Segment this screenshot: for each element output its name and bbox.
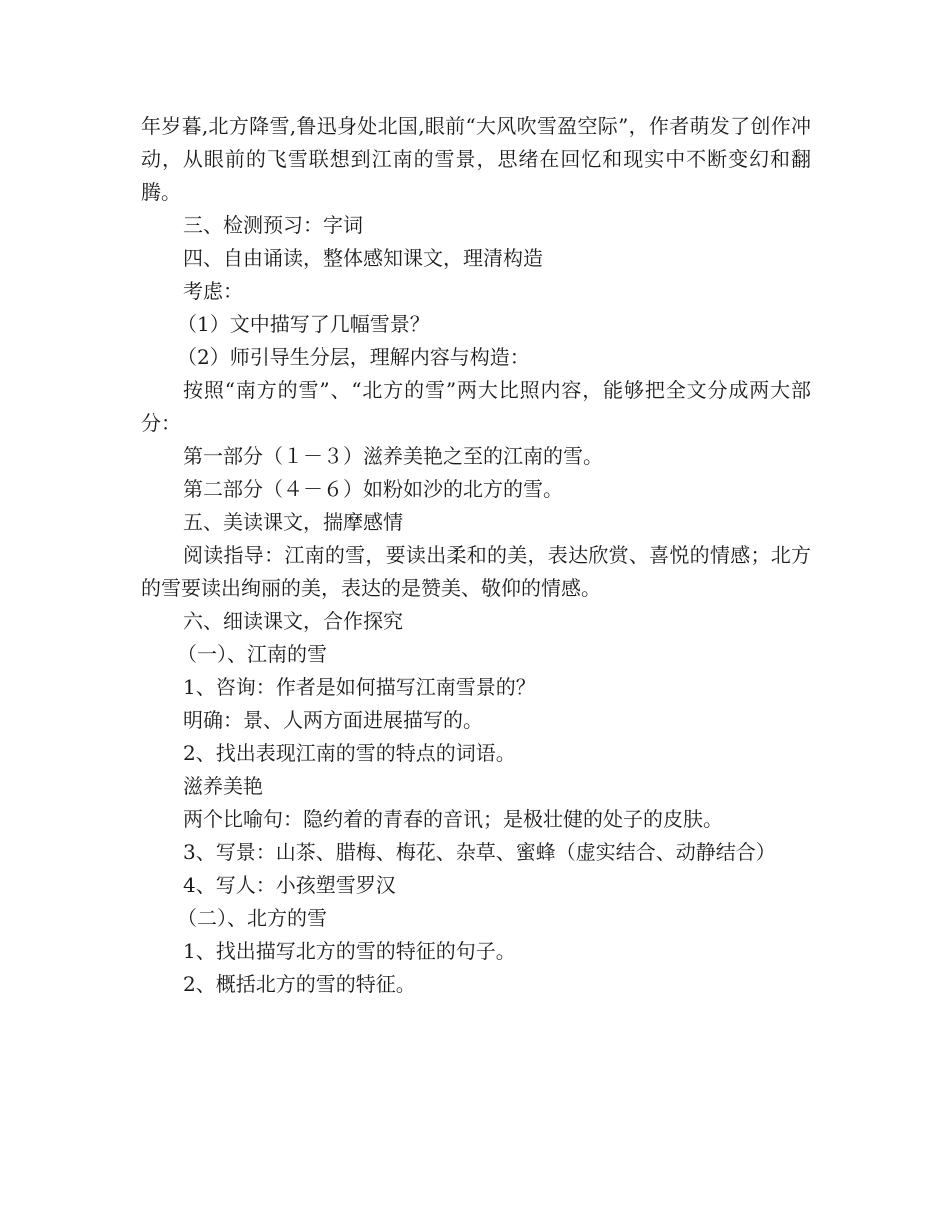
north-item-2: 2、概括北方的雪的特征。 <box>183 972 416 996</box>
heading-section-4: 四、自由诵读，整体感知课文，理清构造 <box>183 246 543 270</box>
paragraph-structure: 按照“南方的雪”、“北方的雪”两大比照内容，能够把全文分成两大部分： <box>141 378 811 435</box>
paragraph-reading-guide: 阅读指导：江南的雪，要读出柔和的美，表达欣赏、喜悦的情感；北方的雪要读出绚丽的美，表达的是赞美、敬仰的情感。 <box>141 543 811 600</box>
item-1-question: 1、咨询：作者是如何描写江南雪景的？ <box>183 675 536 699</box>
item-2-metaphors: 两个比喻句：隐约着的青春的音讯；是极壮健的处子的皮肤。 <box>183 807 723 831</box>
question-2: （2）师引导生分层，理解内容与构造： <box>177 345 530 369</box>
document-body <box>141 110 811 1001</box>
subheading-jiangnan-snow: （一）、江南的雪 <box>177 642 327 666</box>
heading-section-3: 三、检测预习：字词 <box>183 213 363 237</box>
heading-section-5: 五、美读课文，揣摩感情 <box>183 510 403 534</box>
paragraph-intro: 年岁暮,北方降雪,鲁迅身处北国,眼前“大风吹雪盈空际”，作者萌发了创作冲动，从眼前的飞雪联想到江南的雪景，思绪在回忆和现实中不断变幻和翻腾。 <box>141 114 811 204</box>
item-2-keywords: 滋养美艳 <box>183 774 263 798</box>
paragraph-consider: 考虑： <box>183 279 243 303</box>
heading-section-6: 六、细读课文，合作探究 <box>183 609 403 633</box>
paragraph-part-2: 第二部分（４－６）如粉如沙的北方的雪。 <box>183 477 563 501</box>
item-4: 4、写人：小孩塑雪罗汉 <box>183 873 396 897</box>
item-3: 3、写景：山茶、腊梅、梅花、杂草、蜜蜂（虚实结合、动静结合） <box>183 840 776 864</box>
item-2: 2、找出表现江南的雪的特点的词语。 <box>183 741 516 765</box>
item-1-answer: 明确：景、人两方面进展描写的。 <box>183 708 483 732</box>
question-1: （1）文中描写了几幅雪景？ <box>177 312 430 336</box>
paragraph-part-1: 第一部分（１－３）滋养美艳之至的江南的雪。 <box>183 444 603 468</box>
north-item-1: 1、找出描写北方的雪的特征的句子。 <box>183 939 516 963</box>
subheading-north-snow: （二）、北方的雪 <box>177 906 327 930</box>
